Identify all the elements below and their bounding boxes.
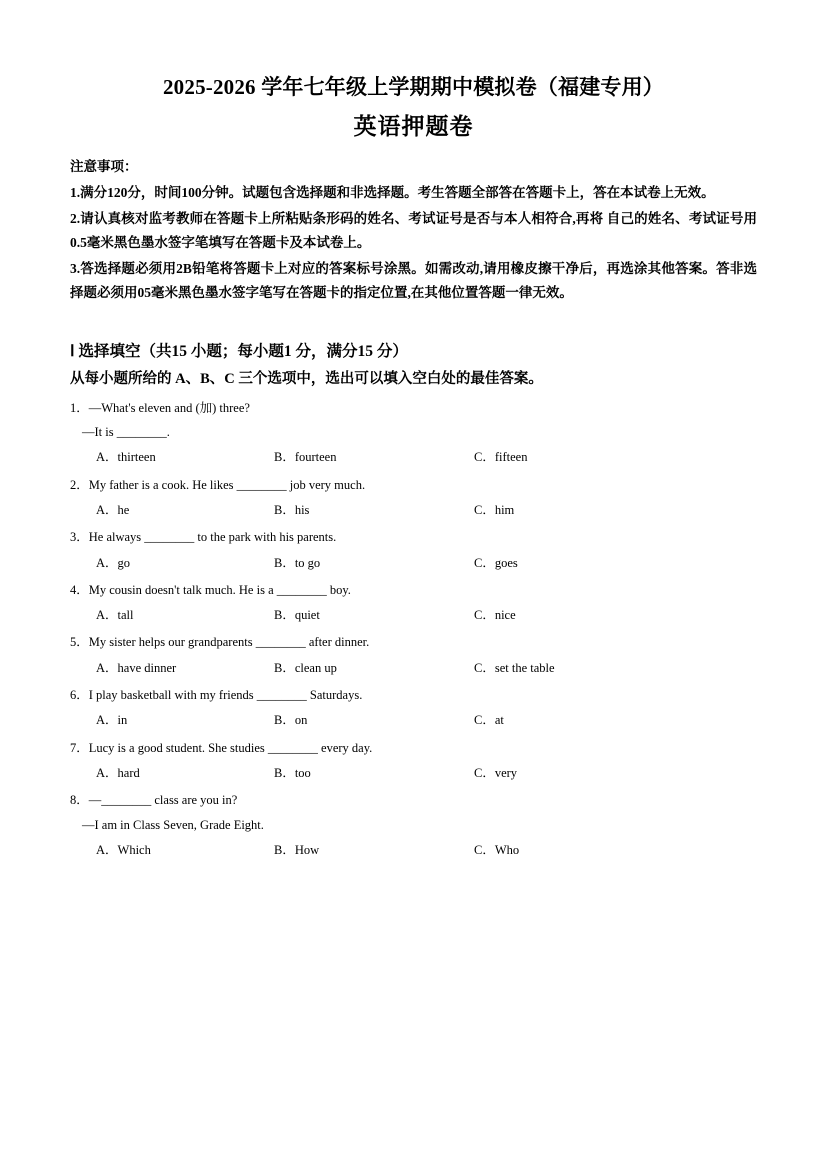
question-options xyxy=(70,602,757,628)
option-b[interactable]: B．on xyxy=(274,713,308,728)
option-a[interactable]: A．in xyxy=(96,713,128,728)
question-stem: 1．—What's eleven and (加) three? xyxy=(70,400,250,415)
option-a[interactable]: A．Which xyxy=(96,843,151,858)
option-c[interactable]: C．him xyxy=(474,502,515,517)
question-sub: —It is ________. xyxy=(82,424,170,439)
notice-item-2: 2.请认真核对监考教师在答题卡上所粘贴条形码的姓名、考试证号是否与本人相符合,再将 自己的姓名、考试证号用0.5毫米黑色墨水签字笔填写在答题卡及本试卷上。 xyxy=(70,210,757,250)
option-b[interactable]: B．too xyxy=(274,766,311,781)
question-5 xyxy=(70,630,757,681)
page-subtitle: 英语押题卷 xyxy=(353,113,474,139)
option-a[interactable]: A．go xyxy=(96,555,131,570)
question-options xyxy=(70,655,757,681)
section-instruction: 从每小题所给的 A、B、C 三个选项中，选出可以填入空白处的最佳答案。 xyxy=(70,370,543,387)
question-options xyxy=(70,497,757,523)
question-options xyxy=(70,707,757,733)
question-1 xyxy=(70,396,757,471)
option-a[interactable]: A．tall xyxy=(96,608,134,623)
question-sub: —I am in Class Seven, Grade Eight. xyxy=(82,817,264,832)
option-b[interactable]: B．to go xyxy=(274,555,321,570)
question-stem: 3．He always ________ to the park with his parents. xyxy=(70,530,337,545)
option-b[interactable]: B．his xyxy=(274,502,310,517)
option-c[interactable]: C．nice xyxy=(474,608,516,623)
question-options xyxy=(70,444,757,470)
question-stem: 6．I play basketball with my friends ________ Saturdays. xyxy=(70,688,363,703)
page-title: 2025-2026 学年七年级上学期期中模拟卷（福建专用） xyxy=(162,75,665,99)
question-stem: 7．Lucy is a good student. She studies ________ every day. xyxy=(70,740,373,755)
notice-heading: 注意事项： xyxy=(70,158,138,174)
question-3 xyxy=(70,525,757,576)
option-b[interactable]: B．clean up xyxy=(274,660,337,675)
option-c[interactable]: C．fifteen xyxy=(474,450,528,465)
option-b[interactable]: B．fourteen xyxy=(274,450,337,465)
question-6 xyxy=(70,683,757,734)
question-options xyxy=(70,760,757,786)
spacer xyxy=(70,307,757,333)
option-c[interactable]: C．at xyxy=(474,713,504,728)
question-options xyxy=(70,837,757,863)
question-4 xyxy=(70,578,757,629)
option-a[interactable]: A．have dinner xyxy=(96,660,177,675)
question-stem: 2．My father is a cook. He likes ________ job very much. xyxy=(70,477,366,492)
question-7 xyxy=(70,736,757,787)
notice-item-3: 3.答选择题必须用2B铅笔将答题卡上对应的答案标号涂黑。如需改动,请用橡皮擦干净后，再选涂其他答案。答非选择题必须用05毫米黑色墨水签字笔写在答题卡的指定位置,在其他位置答题一律无效。 xyxy=(70,260,757,300)
option-a[interactable]: A．he xyxy=(96,502,130,517)
option-c[interactable]: C．goes xyxy=(474,555,518,570)
question-stem: 5．My sister helps our grandparents ________ after dinner. xyxy=(70,635,370,650)
section-heading: Ⅰ 选择填空（共15 小题；每小题1 分，满分15 分） xyxy=(70,342,408,360)
question-options xyxy=(70,550,757,576)
notice-item-1: 1.满分120分，时间100分钟。试题包含选择题和非选择题。考生答题全部答在答题卡上，答在本试卷上无效。 xyxy=(70,184,715,200)
question-8 xyxy=(70,788,757,863)
option-b[interactable]: B．quiet xyxy=(274,608,320,623)
option-c[interactable]: C．set the table xyxy=(474,660,555,675)
option-c[interactable]: C．Who xyxy=(474,843,520,858)
option-a[interactable]: A．thirteen xyxy=(96,450,156,465)
option-c[interactable]: C．very xyxy=(474,766,518,781)
question-stem: 4．My cousin doesn't talk much. He is a ________ boy. xyxy=(70,582,351,597)
option-a[interactable]: A．hard xyxy=(96,766,140,781)
question-2 xyxy=(70,473,757,524)
option-b[interactable]: B．How xyxy=(274,843,320,858)
question-stem: 8．—________ class are you in? xyxy=(70,793,238,808)
